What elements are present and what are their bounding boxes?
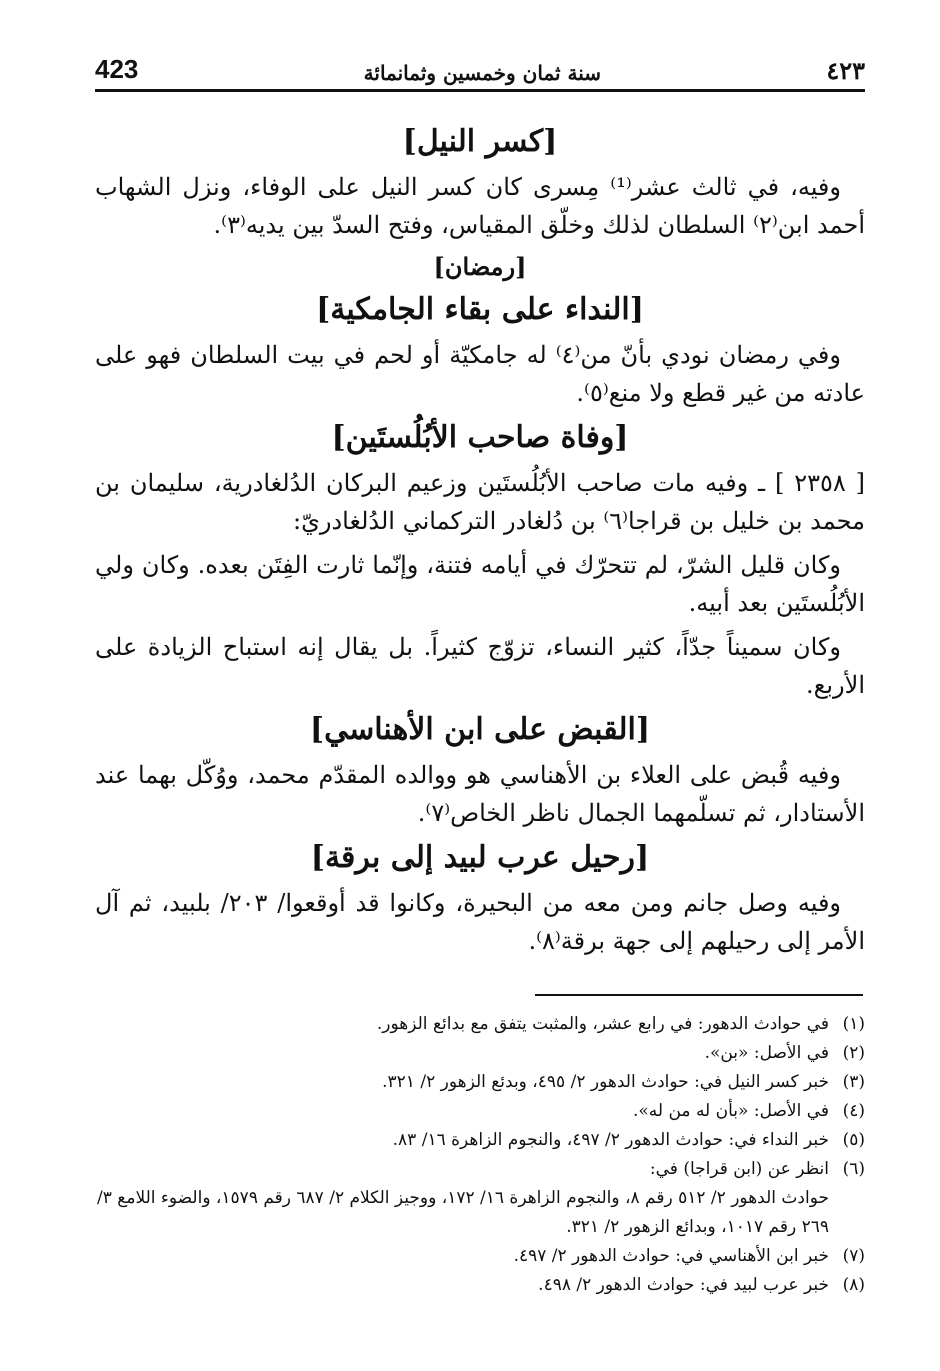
footnote-divider [535, 994, 863, 996]
paragraph: وفيه وصل جانم ومن معه من البحيرة، وكانوا قد أوقعوا/ ٢٠٣/ بلبيد، ثم آل الأمر إلى رحيلهم إلى جهة برقة⁽٨⁾. [95, 889, 865, 955]
footnote [95, 1039, 865, 1068]
footnote [95, 1155, 865, 1184]
paragraph: وكان قليل الشرّ، لم تتحرّك في أيامه فتنة، وإنّما ثارت الفِتَن بعده. وكان ولي الأبُلُستَين بعد أبيه. [95, 551, 865, 617]
section-heading: [وفاة صاحب الأبُلُستَين] [331, 420, 629, 455]
footnote-text: في الأصل: «بن». [704, 1043, 829, 1063]
footnote-text: في حوادث الدهور: في رابع عشر، والمثبت يتفق مع بدائع الزهور. [376, 1014, 829, 1034]
section-heading: [رحيل عرب لبيد إلى برقة] [310, 840, 650, 875]
paragraph: وفي رمضان نودي بأنّ من⁽٤⁾ له جامكيّة أو لحم في بيت السلطان فهو على عادته من غير قطع ولا منع⁽٥⁾. [95, 341, 865, 407]
footnote [95, 1068, 865, 1097]
footnote-text: انظر عن (ابن قراجا) في: [649, 1159, 829, 1179]
section-heading: [كسر النيل] [402, 124, 558, 159]
main-text [95, 118, 865, 966]
footnote-number: (٧) [842, 1246, 865, 1266]
section-heading: [النداء على بقاء الجامكية] [316, 292, 644, 327]
footnote [95, 1271, 865, 1300]
footnote [95, 1242, 865, 1271]
footnote-text: خبر عرب لبيد في: حوادث الدهور ٢/ ٤٩٨. [538, 1275, 829, 1295]
running-title: سنة ثمان وخمسين وثمانمائة [363, 61, 602, 85]
page-number-latin: 423 [95, 54, 139, 84]
footnote-text: حوادث الدهور ٢/ ٥١٢ رقم ٨، والنجوم الزاهرة ١٦/ ١٧٢، ووجيز الكلام ٢/ ٦٨٧ رقم ١٥٧٩، والضوء اللامع ٣/ ٢٦٩ رقم ١٠١٧، وبدائع الزهور ٢/ ٣٢١. [97, 1188, 829, 1237]
page-number-arabic: ٤٢٣ [826, 56, 865, 85]
footnotes [95, 1010, 865, 1300]
footnote [95, 1126, 865, 1155]
page-header [95, 52, 865, 92]
footnote-number: (٢) [842, 1043, 865, 1063]
footnote-continuation [95, 1184, 865, 1242]
footnote-text: خبر ابن الأهناسي في: حوادث الدهور ٢/ ٤٩٧. [513, 1246, 829, 1266]
footnote-text: خبر كسر النيل في: حوادث الدهور ٢/ ٤٩٥، وبدئع الزهور ٢/ ٣٢١. [382, 1072, 829, 1092]
section-heading: [رمضان] [433, 252, 527, 281]
paragraph: وفيه، في ثالث عشر⁽¹⁾ مِسرى كان كسر النيل على الوفاء، ونزل الشهاب أحمد ابن⁽٢⁾ السلطان لذلك وخلّق المقياس، وفتح السدّ بين يديه⁽٣⁾. [95, 173, 865, 239]
paragraph: [ ٢٣٥٨ ] ـ وفيه مات صاحب الأبُلُستَين وزعيم البركان الدُلغادرية، سليمان بن محمد بن خليل بن قراجا⁽٦⁾ بن دُلغادر التركماني الدُلغادريّ: [95, 469, 865, 535]
footnote-number: (١) [842, 1014, 865, 1034]
footnote-number: (٦) [842, 1159, 865, 1179]
footnote-number: (٤) [842, 1101, 865, 1121]
section-heading: [القبض على ابن الأهناسي] [309, 712, 651, 747]
footnote [95, 1010, 865, 1039]
footnote [95, 1097, 865, 1126]
paragraph: وكان سميناً جدّاً، كثير النساء، تزوّج كثيراً. بل يقال إنه استباح الزيادة على الأربع. [95, 633, 865, 699]
paragraph: وفيه قُبض على العلاء بن الأهناسي هو ووالده المقدّم محمد، ووُكّل بهما عند الأستادار، ثم تسلّمهما الجمال ناظر الخاص⁽٧⁾. [95, 761, 865, 827]
footnote-number: (٣) [842, 1072, 865, 1092]
footnote-text: خبر النداء في: حوادث الدهور ٢/ ٤٩٧، والنجوم الزاهرة ١٦/ ٨٣. [392, 1130, 829, 1150]
footnote-number: (٥) [842, 1130, 865, 1150]
footnote-text: في الأصل: «بأن له من له». [632, 1101, 829, 1121]
footnote-number: (٨) [842, 1275, 865, 1295]
